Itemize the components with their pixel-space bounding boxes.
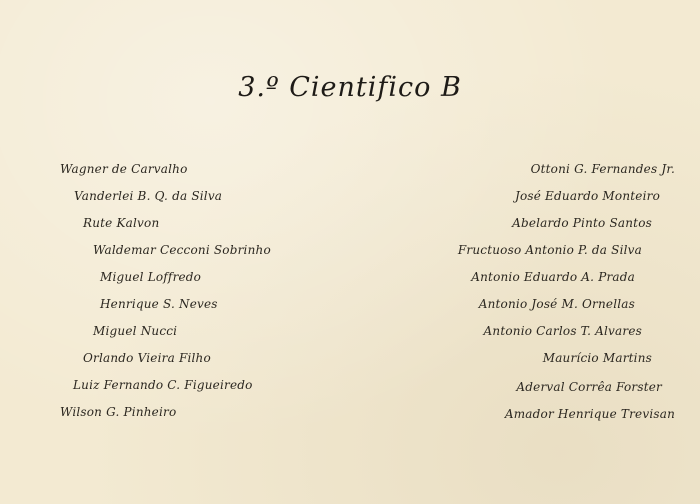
right-name-10: Amador Henrique Trevisan <box>504 407 675 421</box>
left-name-3: Rute Kalvon <box>83 216 160 230</box>
left-name-4: Waldemar Cecconi Sobrinho <box>93 243 271 257</box>
right-name-1: Ottoni G. Fernandes Jr. <box>530 162 675 176</box>
right-name-9: Aderval Corrêa Forster <box>516 380 662 394</box>
right-name-4: Fructuoso Antonio P. da Silva <box>457 243 642 257</box>
left-name-7: Miguel Nucci <box>93 324 178 338</box>
right-name-7: Antonio Carlos T. Alvares <box>483 324 642 338</box>
right-name-2: José Eduardo Monteiro <box>514 189 660 203</box>
left-name-8: Orlando Vieira Filho <box>83 351 211 365</box>
left-name-2: Vanderlei B. Q. da Silva <box>74 189 223 203</box>
left-name-9: Luiz Fernando C. Figueiredo <box>73 378 253 392</box>
right-name-5: Antonio Eduardo A. Prada <box>471 270 635 284</box>
left-name-10: Wilson G. Pinheiro <box>60 405 177 419</box>
right-name-8: Maurício Martins <box>542 351 652 365</box>
left-name-5: Miguel Loffredo <box>100 270 202 284</box>
page-title: 3.º Cientifico B <box>238 72 462 103</box>
left-name-1: Wagner de Carvalho <box>60 162 188 176</box>
left-name-6: Henrique S. Neves <box>100 297 218 311</box>
right-name-6: Antonio José M. Ornellas <box>478 297 635 311</box>
right-name-3: Abelardo Pinto Santos <box>512 216 652 230</box>
